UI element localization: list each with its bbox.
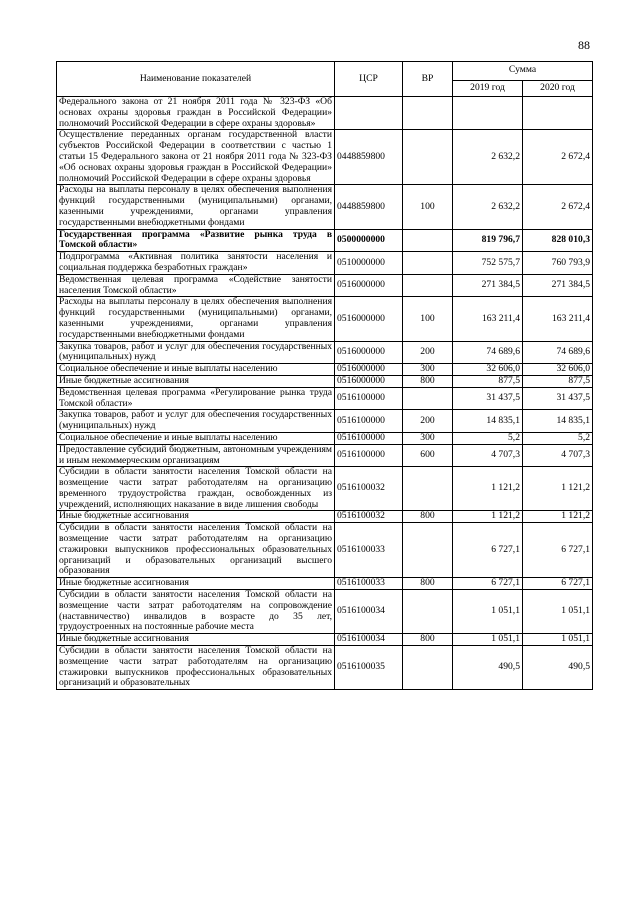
row-vr: 800 — [403, 578, 453, 590]
row-csr: 0516100000 — [335, 444, 403, 467]
row-name: Ведомственная целевая программа «Содействие занятости населения Томской области» — [57, 274, 335, 297]
row-vr: 800 — [403, 634, 453, 646]
row-value-2020: 1 121,2 — [523, 467, 593, 511]
row-value-2019: 31 437,5 — [453, 387, 523, 410]
row-name: Осуществление переданных органам государственной власти субъектов Российской Федерации в соответствии с частью 1 статьи 15 Федерального закона от 21 ноября 2011 года № 323-ФЗ «Об основах охраны здоровья граждан в Российской Федерации» полномочий Российской Федерации в сфере охраны здоровья — [57, 130, 335, 185]
row-value-2019: 6 727,1 — [453, 523, 523, 578]
row-value-2020: 163 211,4 — [523, 297, 593, 341]
row-value-2020: 828 010,3 — [523, 229, 593, 252]
header-2019: 2019 год — [453, 80, 523, 96]
row-name: Иные бюджетные ассигнования — [57, 578, 335, 590]
row-name: Закупка товаров, работ и услуг для обеспечения государственных (муниципальных) нужд — [57, 410, 335, 433]
row-name: Субсидии в области занятости населения Томской области на возмещение части затрат работодателям на сопровождение (наставничество) инвалидов в возрасте до 35 лет, трудоустроенных на постоянные рабочие места — [57, 590, 335, 634]
row-csr: 0516100000 — [335, 387, 403, 410]
row-vr — [403, 467, 453, 511]
row-name: Расходы на выплаты персоналу в целях обеспечения выполнения функций государственными (муниципальными) органами, казенными учреждениями, органами управления государственными внебюджетными фондами — [57, 297, 335, 341]
row-value-2019: 752 575,7 — [453, 252, 523, 275]
row-value-2019: 1 051,1 — [453, 590, 523, 634]
row-value-2019: 1 051,1 — [453, 634, 523, 646]
table-row — [57, 274, 593, 297]
row-csr: 0516000000 — [335, 375, 403, 387]
table-row — [57, 341, 593, 364]
table-row — [57, 387, 593, 410]
table-row — [57, 444, 593, 467]
row-csr: 0516000000 — [335, 364, 403, 376]
row-vr: 300 — [403, 364, 453, 376]
row-csr: 0516100000 — [335, 432, 403, 444]
table-row — [57, 578, 593, 590]
row-value-2020: 6 727,1 — [523, 578, 593, 590]
header-2020: 2020 год — [523, 80, 593, 96]
row-name: Субсидии в области занятости населения Томской области на возмещение части затрат работодателям на организацию стажировки выпускников профессиональных образовательных организаций и образовательных — [57, 646, 335, 690]
row-csr: 0516100000 — [335, 410, 403, 433]
row-value-2019: 1 121,2 — [453, 511, 523, 523]
row-csr: 0448859800 — [335, 185, 403, 229]
row-value-2020: 271 384,5 — [523, 274, 593, 297]
row-vr — [403, 590, 453, 634]
table-row — [57, 432, 593, 444]
row-name: Социальное обеспечение и иные выплаты населению — [57, 432, 335, 444]
row-value-2020: 1 051,1 — [523, 634, 593, 646]
row-value-2020: 74 689,6 — [523, 341, 593, 364]
row-vr — [403, 646, 453, 690]
header-csr: ЦСР — [335, 62, 403, 97]
row-value-2020: 1 121,2 — [523, 511, 593, 523]
row-name: Социальное обеспечение и иные выплаты населению — [57, 364, 335, 376]
row-value-2019: 4 707,3 — [453, 444, 523, 467]
row-vr: 300 — [403, 432, 453, 444]
table-row — [57, 130, 593, 185]
row-vr: 800 — [403, 511, 453, 523]
row-csr: 0516100034 — [335, 590, 403, 634]
row-name: Иные бюджетные ассигнования — [57, 634, 335, 646]
row-name: Ведомственная целевая программа «Регулирование рынка труда Томской области» — [57, 387, 335, 410]
row-csr: 0516000000 — [335, 297, 403, 341]
header-sum: Сумма — [453, 62, 593, 81]
table-row — [57, 297, 593, 341]
table-row — [57, 185, 593, 229]
row-value-2019: 6 727,1 — [453, 578, 523, 590]
row-vr — [403, 387, 453, 410]
row-vr — [403, 523, 453, 578]
row-csr: 0516100032 — [335, 511, 403, 523]
row-vr — [403, 130, 453, 185]
row-value-2020: 32 606,0 — [523, 364, 593, 376]
row-name: Закупка товаров, работ и услуг для обеспечения государственных (муниципальных) нужд — [57, 341, 335, 364]
row-value-2019: 5,2 — [453, 432, 523, 444]
row-value-2020: 31 437,5 — [523, 387, 593, 410]
page-number: 88 — [578, 38, 590, 52]
row-name: Подпрограмма «Активная политика занятости населения и социальная поддержка безработных граждан» — [57, 252, 335, 275]
row-csr: 0516000000 — [335, 341, 403, 364]
row-value-2019: 877,5 — [453, 375, 523, 387]
row-value-2019: 1 121,2 — [453, 467, 523, 511]
row-name: Государственная программа «Развитие рынка труда в Томской области» — [57, 229, 335, 252]
row-vr: 800 — [403, 375, 453, 387]
table-row — [57, 511, 593, 523]
header-vr: ВР — [403, 62, 453, 97]
row-value-2020: 6 727,1 — [523, 523, 593, 578]
table-row — [57, 252, 593, 275]
row-name: Иные бюджетные ассигнования — [57, 375, 335, 387]
table-row — [57, 375, 593, 387]
row-value-2020: 1 051,1 — [523, 590, 593, 634]
row-value-2019 — [453, 97, 523, 130]
row-csr: 0516100034 — [335, 634, 403, 646]
row-value-2020: 760 793,9 — [523, 252, 593, 275]
row-value-2019: 2 632,2 — [453, 185, 523, 229]
row-csr — [335, 97, 403, 130]
row-value-2020 — [523, 97, 593, 130]
row-csr: 0516100032 — [335, 467, 403, 511]
row-name: Федерального закона от 21 ноября 2011 года № 323-ФЗ «Об основах охраны здоровья граждан в Российской Федерации» полномочий Российской Федерации в сфере охраны здоровья» — [57, 97, 335, 130]
row-value-2020: 4 707,3 — [523, 444, 593, 467]
row-csr: 0516100033 — [335, 523, 403, 578]
row-value-2020: 877,5 — [523, 375, 593, 387]
row-value-2020: 2 672,4 — [523, 130, 593, 185]
row-csr: 0448859800 — [335, 130, 403, 185]
row-value-2019: 32 606,0 — [453, 364, 523, 376]
row-vr — [403, 229, 453, 252]
table-row — [57, 229, 593, 252]
row-vr: 600 — [403, 444, 453, 467]
table-row — [57, 646, 593, 690]
row-value-2020: 490,5 — [523, 646, 593, 690]
table-row — [57, 634, 593, 646]
row-value-2019: 2 632,2 — [453, 130, 523, 185]
row-csr: 0500000000 — [335, 229, 403, 252]
table-row — [57, 523, 593, 578]
header-name: Наименование показателей — [57, 62, 335, 97]
table-row — [57, 410, 593, 433]
row-value-2020: 2 672,4 — [523, 185, 593, 229]
row-name: Предоставление субсидий бюджетным, автономным учреждениям и иным некоммерческим организациям — [57, 444, 335, 467]
table-row — [57, 467, 593, 511]
row-value-2020: 5,2 — [523, 432, 593, 444]
row-vr — [403, 252, 453, 275]
row-value-2019: 490,5 — [453, 646, 523, 690]
row-vr: 200 — [403, 341, 453, 364]
table-row — [57, 590, 593, 634]
table-body — [57, 97, 593, 690]
row-vr — [403, 97, 453, 130]
table-row — [57, 97, 593, 130]
row-value-2019: 74 689,6 — [453, 341, 523, 364]
table-row — [57, 364, 593, 376]
row-name: Субсидии в области занятости населения Томской области на возмещение части затрат работодателям на организацию временного трудоустройства граждан, освобожденных из учреждений, исполняющих наказание в виде лишения свободы — [57, 467, 335, 511]
row-vr — [403, 274, 453, 297]
row-vr: 100 — [403, 185, 453, 229]
row-name: Субсидии в области занятости населения Томской области на возмещение части затрат работодателям на организацию стажировки выпускников профессиональных образовательных организаций и образовательных организаций высшего образования — [57, 523, 335, 578]
row-vr: 100 — [403, 297, 453, 341]
row-name: Расходы на выплаты персоналу в целях обеспечения выполнения функций государственными (муниципальными) органами, казенными учреждениями, органами управления государственными внебюджетными фондами — [57, 185, 335, 229]
row-vr: 200 — [403, 410, 453, 433]
row-value-2019: 271 384,5 — [453, 274, 523, 297]
row-csr: 0510000000 — [335, 252, 403, 275]
row-value-2019: 14 835,1 — [453, 410, 523, 433]
budget-table — [56, 61, 593, 690]
row-value-2019: 819 796,7 — [453, 229, 523, 252]
row-csr: 0516000000 — [335, 274, 403, 297]
row-value-2020: 14 835,1 — [523, 410, 593, 433]
row-value-2019: 163 211,4 — [453, 297, 523, 341]
row-csr: 0516100033 — [335, 578, 403, 590]
row-csr: 0516100035 — [335, 646, 403, 690]
row-name: Иные бюджетные ассигнования — [57, 511, 335, 523]
